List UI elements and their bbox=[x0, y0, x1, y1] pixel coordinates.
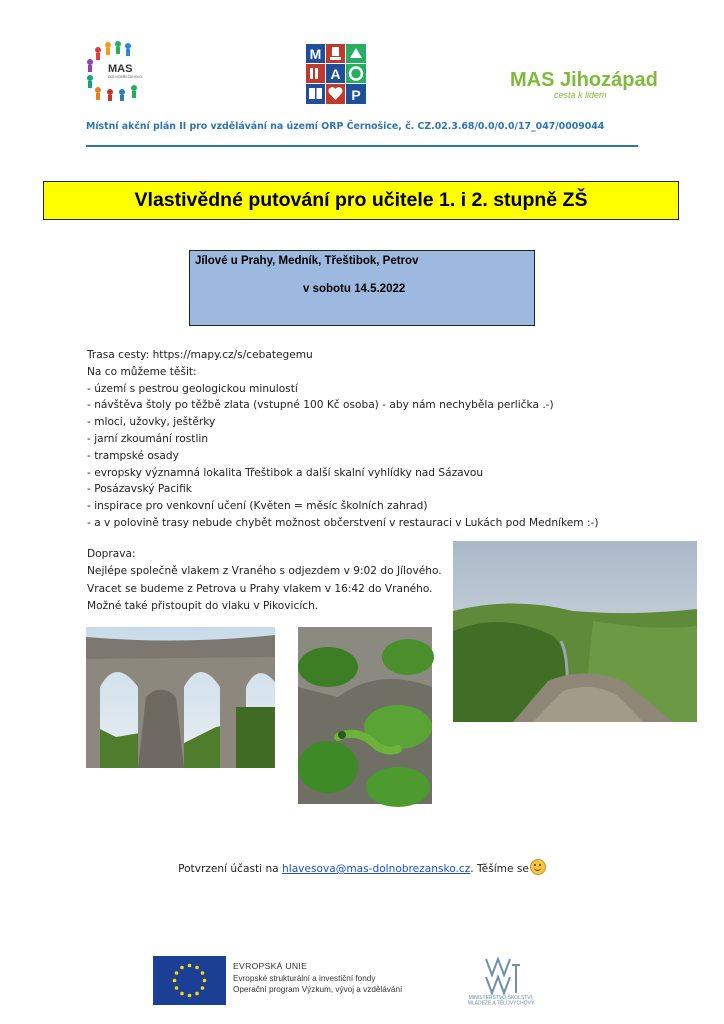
list-item: - trampské osady bbox=[87, 449, 179, 462]
eu-funding-text bbox=[233, 961, 402, 996]
list-item: - jarní zkoumání rostlin bbox=[87, 432, 209, 445]
mas-logo-sub: DOLNOBŘEŽANSKO bbox=[108, 75, 143, 79]
msmt-logo bbox=[456, 955, 546, 1005]
project-info-line: Místní akční plán II pro vzdělávání na území ORP Černošice, č. CZ.02.3.68/0.0/0.0/17_047/0009044 bbox=[86, 121, 605, 132]
mas-dolnobrezansko-logo bbox=[84, 40, 150, 102]
list-item: - Posázavský Pacifik bbox=[87, 483, 192, 496]
list-item: - návštěva štoly po těžbě zlata (vstupné 100 Kč osoba) - aby nám nechyběla perlička .-) bbox=[87, 399, 554, 412]
route-line: Trasa cesty: https://mapy.cz/s/cebategemu bbox=[87, 349, 313, 361]
list-item: - a v polovině trasy nebude chybět možnost občerstvení v restauraci v Lukách pod Medníkem :-) bbox=[87, 516, 599, 529]
jz-logo-title: MAS Jihozápad bbox=[510, 69, 658, 91]
jz-logo-sub: cesta k lidem bbox=[554, 90, 607, 100]
eu-title: EVROPSKÁ UNIE bbox=[233, 961, 308, 971]
valley-photo bbox=[453, 541, 697, 722]
msmt-caption-2: MLÁDEŽE A TĚLOVÝCHOVY bbox=[467, 1000, 535, 1007]
map-logo-letter-m: M bbox=[309, 46, 322, 62]
map-logo-letter-a: A bbox=[330, 66, 341, 82]
lizard-photo bbox=[298, 627, 432, 804]
page-title: Vlastivědné putování pro učitele 1. i 2. stupně ZŠ bbox=[43, 181, 679, 220]
registration-line bbox=[0, 859, 724, 875]
smiling-face-icon bbox=[530, 859, 546, 875]
eu-star bbox=[195, 992, 199, 996]
email-link[interactable]: hlavesova@mas-dolnobrezansko.cz bbox=[282, 863, 471, 875]
highlights-list bbox=[87, 381, 667, 532]
header-divider bbox=[86, 145, 638, 147]
list-item: - evropsky významná lokalita Třeštibok a další skalní vyhlídky nad Sázavou bbox=[87, 466, 484, 479]
eu-star bbox=[201, 971, 205, 975]
eu-flag-icon bbox=[153, 956, 226, 1005]
map-logo-letter-p: P bbox=[351, 87, 361, 103]
eu-star bbox=[201, 986, 205, 990]
list-item: - mloci, užovky, ještěrky bbox=[87, 416, 216, 429]
eu-star bbox=[173, 979, 177, 983]
map-logo bbox=[306, 44, 366, 104]
eu-star bbox=[188, 964, 192, 968]
mas-jihozapad-logo bbox=[508, 62, 658, 102]
eu-star bbox=[175, 986, 179, 990]
transport-section bbox=[87, 546, 447, 616]
looking-forward-heading: Na co můžeme těšit: bbox=[87, 365, 197, 378]
eu-star bbox=[203, 979, 207, 983]
event-places: Jílové u Prahy, Medník, Třeštibok, Petrov bbox=[195, 255, 419, 267]
confirm-prefix: Potvrzení účasti na bbox=[178, 863, 283, 875]
eu-line-1: Evropské strukturální a investiční fondy bbox=[233, 973, 376, 983]
viaduct-photo bbox=[86, 627, 275, 768]
list-item: - inspirace pro venkovní učení (Květen = měsíc školních zahrad) bbox=[87, 500, 428, 513]
transport-text: Nejlépe společně vlakem z Vraného s odjezdem v 9:02 do Jílového. Vracet se budeme z Petrova u Prahy vlakem v 16:42 do Vraného. Možné také přistoupit do vlaku v Pikovicích. bbox=[87, 565, 442, 613]
eu-star bbox=[188, 994, 192, 998]
msmt-caption-1: MINISTERSTVO ŠKOLSTVÍ, bbox=[468, 995, 534, 1001]
event-date: v sobotu 14.5.2022 bbox=[303, 283, 406, 295]
list-item: - území s pestrou geologickou minulostí bbox=[87, 382, 298, 395]
mas-logo-word: MAS bbox=[108, 63, 133, 75]
eu-star bbox=[180, 966, 184, 970]
eu-star bbox=[180, 992, 184, 996]
eu-star bbox=[175, 971, 179, 975]
eu-line-2: Operační program Výzkum, vývoj a vzdělávání bbox=[233, 985, 403, 994]
event-description bbox=[87, 347, 667, 532]
eu-star bbox=[195, 966, 199, 970]
transport-heading: Doprava: bbox=[87, 548, 136, 560]
confirm-suffix: . Těšíme se bbox=[470, 863, 529, 875]
event-info-box bbox=[189, 250, 535, 326]
